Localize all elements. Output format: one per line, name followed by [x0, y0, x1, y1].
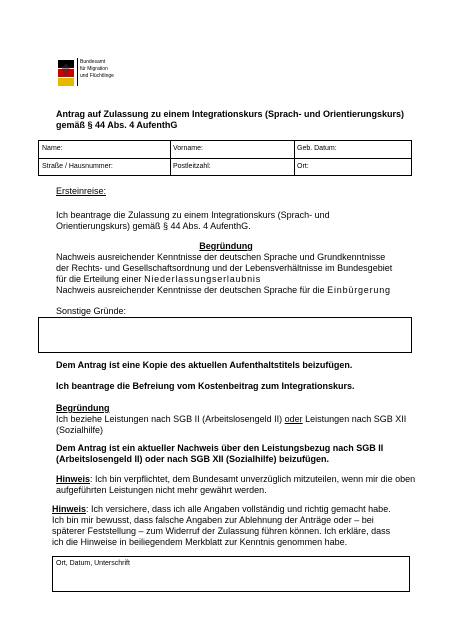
- begruendung1-line-1: Nachweis ausreichender Kenntnisse der deutschen Sprache und Grundkenntnisse: [56, 252, 386, 262]
- name-field[interactable]: Name:: [42, 145, 63, 152]
- logo-text: [80, 59, 140, 80]
- begruendung-heading-2: Begründung: [56, 403, 110, 413]
- nachweis-line-2: (Arbeitslosengeld II) oder nach SGB XII (Sozialhilfe) beizufügen.: [56, 454, 330, 464]
- begruendung1-line-2: der Rechts- und Gesellschaftsordnung und der Lebensverhältnisse im Bundesgebiet: [56, 263, 393, 273]
- geb-datum-field[interactable]: Geb. Datum:: [297, 145, 337, 152]
- signature-box[interactable]: [52, 556, 410, 592]
- logo-line-1: Bundesamt: [80, 59, 106, 65]
- begruendung2-line-1a: Ich beziehe Leistungen nach SGB II (Arbeitslosengeld II): [56, 414, 285, 424]
- hinweis-2-line-1: : Ich versichere, dass ich alle Angaben vollständig und richtig gemacht habe.: [86, 504, 391, 514]
- antrag-line-2: Orientierungskurs) gemäß § 44 Abs. 4 AufenthG.: [56, 221, 251, 231]
- einbuergerung-option[interactable]: [56, 285, 426, 296]
- begruendung2-line-2: (Sozialhilfe): [56, 425, 104, 435]
- kopie-hinweis: Dem Antrag ist eine Kopie des aktuellen Aufenthaltstitels beizufügen.: [56, 360, 353, 370]
- niederlassung-option[interactable]: [56, 274, 426, 285]
- hinweis-2-line-4: ich die Hinweise in beiliegendem Merkblatt zur Kenntnis genommen habe.: [52, 537, 348, 547]
- einbuergerung-text: Einbürgerung: [327, 285, 391, 295]
- sonstige-gruende-label: Sonstige Gründe:: [56, 306, 127, 316]
- hinweis-1: [56, 474, 431, 496]
- sonstige-gruende-input[interactable]: [38, 317, 412, 353]
- logo-line-2: für Migration: [80, 66, 108, 72]
- title-line-1: Antrag auf Zulassung zu einem Integrationskurs (Sprach- und Orientierungskurs): [56, 109, 405, 119]
- antrag-text: [56, 210, 416, 232]
- eagle-icon: [58, 60, 74, 86]
- befreiung-antrag: Ich beantrage die Befreiung vom Kostenbeitrag zum Integrationskurs.: [56, 381, 355, 391]
- nachweis-hinweis: [56, 443, 426, 465]
- oder-text: oder: [284, 414, 303, 424]
- nachweis-line-1: Dem Antrag ist ein aktueller Nachweis über den Leistungsbezug nach SGB II: [56, 443, 384, 453]
- begruendung-text-1: [56, 252, 426, 296]
- signature-label: Ort, Datum, Unterschrift: [56, 560, 130, 567]
- ersteinreise-label: Ersteinreise:: [56, 186, 107, 196]
- strasse-field[interactable]: Straße / Hausnummer:: [42, 163, 113, 170]
- logo-separator: [77, 58, 78, 86]
- plz-field[interactable]: Postleitzahl:: [173, 163, 211, 170]
- ort-field[interactable]: Ort:: [297, 163, 309, 170]
- hinweis-1-label: Hinweis: [56, 474, 91, 484]
- begruendung2-line-1b: Leistungen nach SGB XII: [302, 414, 407, 424]
- begruendung-heading-1: Begründung: [199, 241, 253, 251]
- hinweis-2-label: Hinweis: [52, 504, 87, 514]
- hinweis-1-line-1: : Ich bin verpflichtet, dem Bundesamt unverzüglich mitzuteilen, wenn mir die oben: [90, 474, 416, 484]
- hinweis-2-line-3: späterer Feststellung – zum Widerruf der Zulassung führen können. Ich erkläre, dass: [52, 526, 391, 536]
- personal-data-table: [38, 140, 412, 176]
- begruendung1-line-3a: für die Erteilung einer: [56, 274, 145, 284]
- begruendung1-line-4a: Nachweis ausreichender Kenntnisse der deutschen Sprache für die: [56, 285, 328, 295]
- antrag-line-1: Ich beantrage die Zulassung zu einem Integrationskurs (Sprach- und: [56, 210, 330, 220]
- hinweis-2: [52, 504, 432, 548]
- niederlassungserlaubnis-text: Niederlassungserlaubnis: [144, 274, 262, 284]
- page-title: [56, 109, 416, 131]
- vorname-field[interactable]: Vorname:: [173, 145, 203, 152]
- begruendung-text-2: [56, 414, 426, 436]
- hinweis-2-line-2: Ich bin mir bewusst, dass falsche Angaben zur Ablehnung der Anträge oder – bei: [52, 515, 374, 525]
- logo-line-3: und Flüchtlinge: [80, 73, 114, 79]
- hinweis-1-line-2: aufgeführten Leistungen nicht mehr gewährt werden.: [56, 485, 267, 495]
- title-line-2: gemäß § 44 Abs. 4 AufenthG: [56, 120, 178, 130]
